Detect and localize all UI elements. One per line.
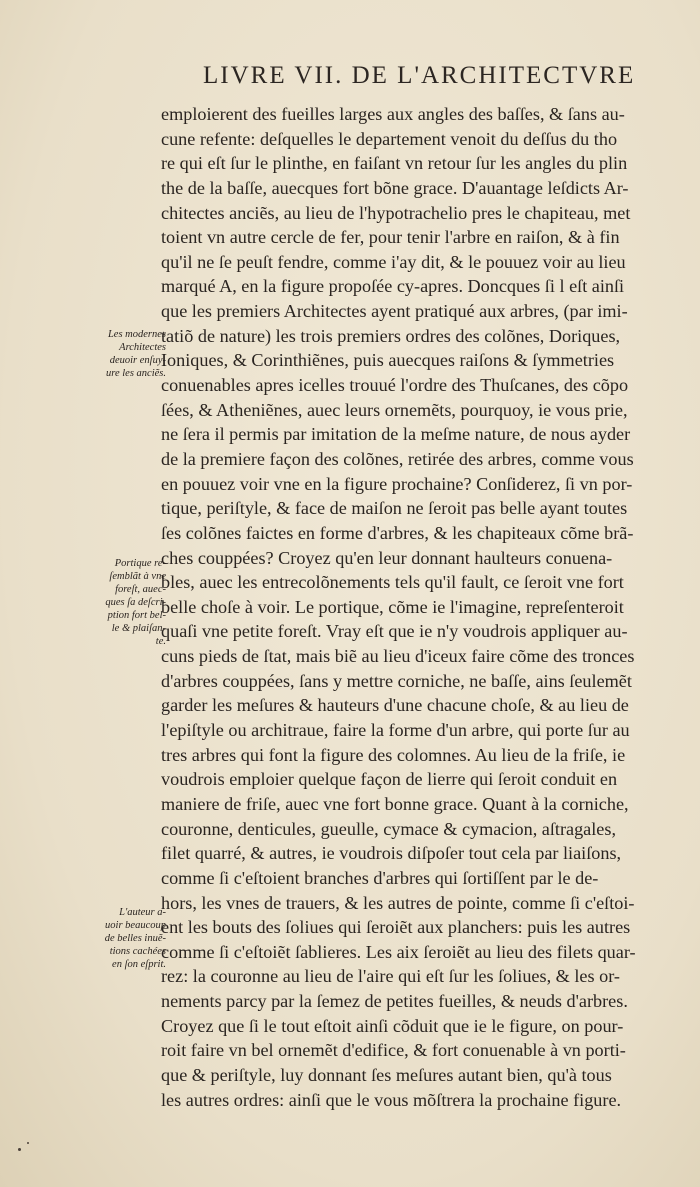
running-head: LIVRE VII. DE L'ARCHITECTVRE — [203, 62, 636, 89]
margin-note-auteur — [94, 906, 166, 971]
margin-note-line: foreſt, auec- — [115, 584, 166, 595]
text-line: ſées, & Atheniẽnes, auec leurs ornemẽts, pourquoy, ie vous prie, — [161, 399, 628, 420]
margin-note-moderns — [94, 328, 166, 380]
text-line: voudrois emploier quelque façon de lierre qui ſeroit conduit en — [161, 769, 618, 790]
margin-note-line: le & plaiſan- — [111, 623, 166, 634]
margin-note-line: Les modernes — [107, 329, 166, 340]
margin-note-line: te. — [155, 636, 166, 647]
margin-note-line: Portique re- — [114, 558, 166, 569]
text-line: tres arbres qui font la figure des colomnes. Au lieu de la friſe, ie — [161, 744, 626, 765]
text-line: bles, auec les entrecolõnements tels qu'il fault, ce ſeroit vne fort — [161, 572, 624, 593]
text-line: rez: la couronne au lieu de l'aire qui eſt ſur les ſoliues, & les or- — [161, 966, 620, 987]
text-line: belle choſe à voir. Le portique, cõme ie l'imagine, repreſenteroit — [161, 596, 624, 617]
text-line: l'epiſtyle ou architraue, faire la forme d'un arbre, qui porte ſur au — [161, 720, 630, 741]
body-text — [161, 102, 700, 1112]
ink-speck — [27, 1142, 29, 1144]
text-line: ne ſera il permis par imitation de la meſme nature, de nous ayder — [161, 424, 631, 445]
text-line: conuenables apres icelles trouué l'ordre des Thuſcanes, des cõpo — [161, 375, 629, 396]
text-line: comme ſi c'eſtoient branches d'arbres qui ſortiſſent par le de- — [161, 867, 599, 888]
text-line: couronne, denticules, gueulle, cymace & cymacion, aſtragales, — [161, 818, 617, 839]
text-line: cune refente: deſquelles le departement venoit du deſſus du tho — [161, 128, 618, 149]
text-line: de la premiere façon des colõnes, retirée des arbres, comme vous — [161, 448, 634, 469]
text-line: d'arbres couppées, ſans y mettre corniche, ne baſſe, ains ſeulemẽt — [161, 670, 632, 691]
margin-note-line: de belles inuẽ- — [104, 933, 166, 944]
margin-note-line: ques ſa deſcri- — [105, 597, 166, 608]
margin-note-line: ure les anciẽs. — [106, 368, 166, 379]
ink-speck — [18, 1148, 21, 1151]
margin-note-line: en ſon eſprit. — [112, 959, 166, 970]
text-line: maniere de friſe, auec vne fort bonne grace. Quant à la corniche, — [161, 793, 629, 814]
text-line: Ioniques, & Corinthiẽnes, puis auecques raiſons & ſymmetries — [161, 350, 615, 371]
text-line: ches couppées? Croyez qu'en leur donnant haulteurs conuena- — [161, 547, 613, 568]
margin-note-line: Architectes — [119, 342, 166, 353]
text-line: que & periſtyle, luy donnant ſes meſures autant bien, qu'à tous — [161, 1064, 612, 1085]
margin-note-portique — [94, 557, 166, 648]
text-line: emploierent des fueilles larges aux angles des baſſes, & ſans au- — [161, 104, 625, 124]
text-line: cuns pieds de ſtat, mais biẽ au lieu d'iceux faire cõme des tronces — [161, 646, 635, 667]
text-line: roit faire vn bel ornemẽt d'edifice, & fort conuenable à vn porti- — [161, 1040, 626, 1061]
text-line: comme ſi c'eſtoiẽt ſablieres. Les aix ſeroiẽt au lieu des filets quar- — [161, 941, 636, 962]
text-line: nements parcy par la ſemez de petites fueilles, & neuds d'arbres. — [161, 991, 628, 1012]
margin-note-line: L'auteur a- — [119, 907, 166, 918]
text-line: quaſi vne petite foreſt. Vray eſt que ie n'y voudrois appliquer au- — [161, 621, 628, 642]
text-line: Croyez que ſi le tout eſtoit ainſi cõduit que ie le figure, on pour- — [161, 1015, 624, 1036]
margin-note-line: uoir beaucoup — [105, 920, 166, 931]
text-line: ent les bouts des ſoliues qui ſeroiẽt aux planchers: puis les autres — [161, 917, 631, 938]
margin-note-line: tions cachées — [109, 946, 166, 957]
text-line: toient vn autre cercle de fer, pour tenir l'arbre en raiſon, & à fin — [161, 227, 620, 248]
text-line: les autres ordres: ainſi que le vous mõſtrera la prochaine figure. — [161, 1089, 622, 1110]
text-line: chitectes anciẽs, au lieu de l'hypotrachelio pres le chapiteau, met — [161, 202, 631, 223]
text-line: the de la baſſe, auecques fort bõne grace. D'auantage leſdicts Ar- — [161, 177, 629, 198]
margin-note-line: deuoir enſuy- — [109, 355, 166, 366]
text-line: marqué A, en la figure propoſée cy-apres. Doncques ſi l eſt ainſi — [161, 276, 625, 297]
text-line: garder les meſures & hauteurs d'une chacune choſe, & au lieu de — [161, 695, 629, 716]
text-line: ſes colõnes faictes en forme d'arbres, & les chapiteaux cõme brã- — [161, 522, 634, 543]
margin-note-line: ption fort bel- — [107, 610, 166, 621]
text-line: re qui eſt ſur le plinthe, en faiſant vn retour ſur les angles du plin — [161, 153, 628, 174]
text-line: que les premiers Architectes ayent pratiqué aux arbres, (par imi- — [161, 301, 628, 322]
text-line: filet quarré, & autres, ie voudrois diſpoſer tout cela par liaiſons, — [161, 843, 622, 864]
text-line: qu'il ne ſe peuſt fendre, comme i'ay dit, & le pouuez voir au lieu — [161, 251, 626, 272]
text-line: en pouuez voir vne en la figure prochaine? Conſiderez, ſi vn por- — [161, 473, 633, 494]
margin-note-line: ſemblãt à vne — [109, 571, 166, 582]
text-line: tique, periſtyle, & face de maiſon ne ſeroit pas belle ayant toutes — [161, 498, 628, 519]
text-line: hors, les vnes de trauers, & les autres de pointe, comme ſi c'eſtoi- — [161, 892, 635, 913]
text-line: tatiõ de nature) les trois premiers ordres des colõnes, Doriques, — [161, 325, 621, 346]
